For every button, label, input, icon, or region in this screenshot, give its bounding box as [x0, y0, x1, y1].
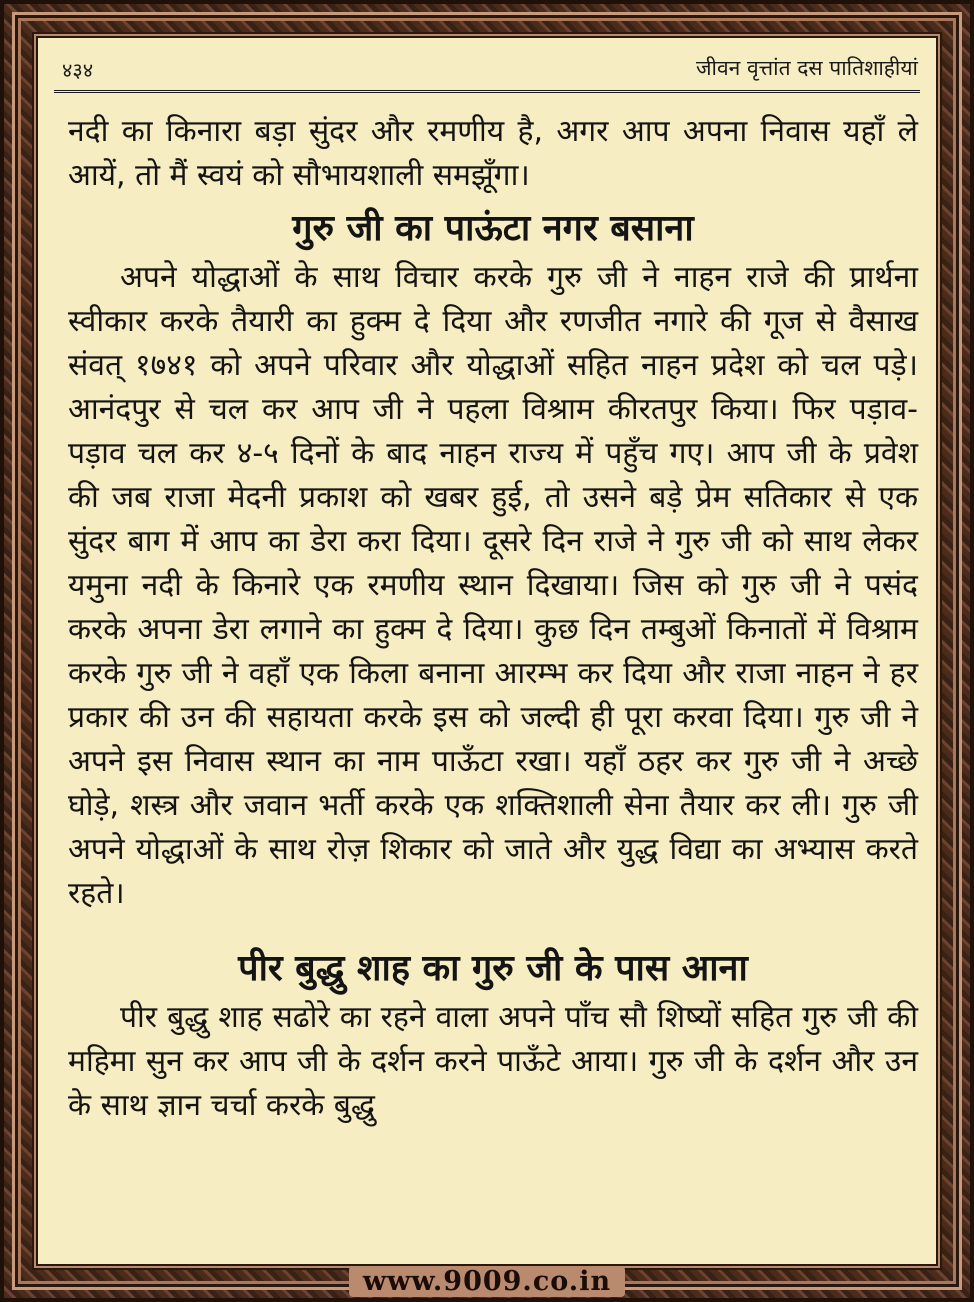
header-rule	[54, 90, 920, 93]
opening-paragraph: नदी का किनारा बड़ा सुंदर और रमणीय है, अगर आप अपना निवास यहाँ ले आयें, तो मैं स्वयं को सौभायशाली समझूँगा।	[68, 114, 918, 193]
page-number: ४३४	[62, 58, 94, 82]
section-heading-pir-buddhu-shah: पीर बुद्धु शाह का गुरु जी के पास आना	[238, 948, 748, 989]
page-content	[68, 110, 918, 1128]
section-paragraph-pir-buddhu-shah: पीर बुद्धु शाह सढोरे का रहने वाला अपने पाँच सौ शिष्यों सहित गुरु जी की महिमा सुन कर आप जी के दर्शन करने पाऊँटे आया। गुरु जी के दर्शन और उन के साथ ज्ञान चर्चा करके बुद्धु	[68, 1000, 918, 1123]
book-page	[36, 36, 938, 1266]
section-paragraph-paonta: अपने योद्धाओं के साथ विचार करके गुरु जी ने नाहन राजे की प्रार्थना स्वीकार करके तैयारी का हुक्म दे दिया और रणजीत नगारे की गूज से वैसाख संवत् १७४१ को अपने परिवार और योद्धाओं सहित नाहन प्रदेश को चल पड़े। आनंदपुर से चल कर आप जी ने पहला विश्राम कीरतपुर किया। फिर पड़ाव-पड़ाव चल कर ४-५ दिनों के बाद नाहन राज्य में पहुँच गए। आप जी के प्रवेश की जब राजा मेदनी प्रकाश को खबर हुई, तो उसने बड़े प्रेम सतिकार से एक सुंदर बाग में आप का डेरा करा दिया। दूसरे दिन राजे ने गुरु जी को साथ लेकर यमुना नदी के किनारे एक रमणीय स्थान दिखाया। जिस को गुरु जी ने पसंद करके अपना डेरा लगाने का हुक्म दे दिया। कुछ दिन तम्बुओं किनातों में विश्राम करके गुरु जी ने वहाँ एक किला बनाना आरम्भ कर दिया और राजा नाहन ने हर प्रकार की उन की सहायता करके इस को जल्दी ही पूरा करवा दिया। गुरु जी ने अपने इस निवास स्थान का नाम पाऊँटा रखा। यहाँ ठहर कर गुरु जी ने अच्छे घोड़े, शस्त्र और जवान भर्ती करके एक शक्तिशाली सेना तैयार कर ली। गुरु जी अपने योद्धाओं के साथ रोज़ शिकार को जाते और युद्ध विद्या का अभ्यास करते रहते।	[68, 260, 918, 911]
website-url[interactable]: www.9009.co.in	[349, 1266, 625, 1297]
page-header	[54, 46, 920, 86]
running-title: जीवन वृत्तांत दस पातिशाहीयां	[695, 56, 918, 80]
section-heading-paonta: गुरु जी का पाऊंटा नगर बसाना	[292, 208, 694, 249]
footer-website	[0, 1266, 974, 1302]
